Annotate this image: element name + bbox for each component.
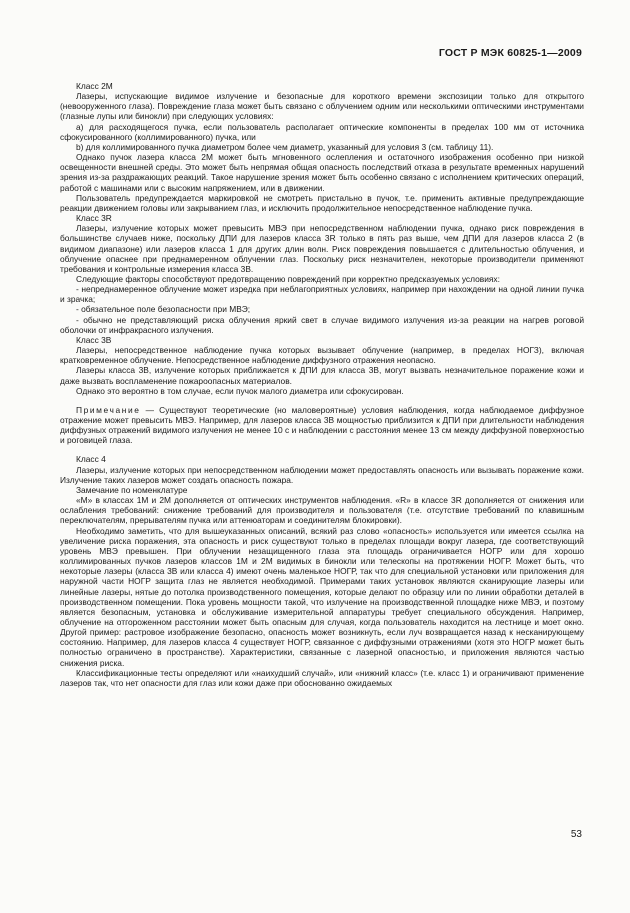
paragraph — [60, 81, 584, 91]
paragraph-text: Класс 3R — [76, 213, 112, 224]
paragraph — [60, 274, 584, 284]
paragraph — [60, 465, 584, 485]
paragraph-text: Следующие факторы способствуют предотвращению повреждений при корректно предсказуемых условиях: — [76, 273, 500, 284]
paragraph — [60, 335, 584, 345]
document-body — [60, 81, 584, 688]
paragraph-text: Класс 2М — [76, 81, 113, 91]
document-header: ГОСТ Р МЭК 60825-1—2009 — [438, 47, 582, 59]
paragraph — [60, 152, 584, 193]
paragraph-text: Лазеры, излучение которых может превысить МВЭ при непосредственном наблюдении пучка, однако риск повреждения в большинстве случаев ниже, поскольку ДПИ для лазеров класса 3R только в пять раз выше, чем ДПИ для лазеров класса 2 (в видимом диапазоне) или лазеров класса 1 для других длин волн. Риск повреждения повышается с длительностью облучения, и облучение опаснее при преднамеренном облучении глаз. Поскольку риск незначителен, некоторые производители применяют требования и контрольные измерения класса 3В. — [60, 223, 584, 274]
paragraph-text: а) для расходящегося пучка, если пользователь располагает оптические компоненты в пределах 100 мм от источника сфокусированного (коллимированного) пучка, или — [60, 121, 584, 142]
paragraph-text: Замечание по номенклатуре — [76, 484, 188, 495]
paragraph — [60, 365, 584, 385]
paragraph — [60, 304, 584, 314]
paragraph — [60, 485, 584, 495]
paragraph — [60, 345, 584, 365]
paragraph-text: b) для коллимированного пучка диаметром более чем диаметр, указанный для условия 3 (см. таблицу 11). — [76, 141, 494, 152]
paragraph-text: Пользователь предупреждается маркировкой не смотреть пристально в пучок, т.е. применить активные предупреждающие реакции движением головы или закрыванием глаз, и исключить продолжительное непосредственное наблюдение пучка. — [60, 192, 584, 213]
paragraph-text: Класс 4 — [76, 454, 106, 465]
paragraph — [60, 668, 584, 688]
paragraph-text: Необходимо заметить, что для вышеуказанных описаний, всякий раз слово «опасность» используется или имеется ссылка на увеличение риска поражения, эта опасность и риск существуют только в пределах площади вокруг лазера, где соответствующий уровень МВЭ превышен. При облучении незащищенного глаза эта площадь ограничивается НОГР или для хорошо коллимированных пучков лазеров классов 1М и 2М видимых в бинокли или телескопы на протяжении НОГР. Может быть, что некоторые лазеры (класса 3В или класса 4) имеют очень маленькое НОГР, так что для специальной установки или приложения для наружной части НОГР защита глаз не является необходимой. Примерами таких установок являются сканирующие лазеры или линейные лазеры, нятые до потолка производственного помещения, которые делают по образцу или по линии обработки деталей в производственном помещении. Пока уровень мощности такой, что излучение на производственной площадке ниже МВЭ, и поэтому является безопасным, установка и обслуживание измерительной аппаратуры требует специального обсуждения. Например, облучение на отгороженном расстоянии может быть опасным для случая, когда пользователь находится на лестнице и моет окно. Другой пример: растровое изображение безопасно, опасность может возникнуть, если луч возвращается назад к несканирующему состоянию. Например, для лазеров класса 4 существует НОГР, связанное с диффузными отражениями (хотя это НОГР может быть полностью ограничено в пространстве). Характеристики, связанные с лазерной опасностью, и приложения являются частью снижения риска. — [60, 525, 584, 668]
paragraph — [60, 526, 584, 668]
paragraph-text: Лазеры, испускающие видимое излучение и безопасные для короткого времени экспозиции только для открытого (невооруженного глаза). Повреждение глаза может быть связано с облучением одним или несколькими оптическими инструментами (глазные лупы или бинокли) при следующих условиях: — [60, 91, 584, 122]
paragraph — [60, 142, 584, 152]
paragraph-text: Класс 3В — [76, 334, 112, 345]
paragraph — [60, 213, 584, 223]
paragraph-text: Лазеры, непосредственное наблюдение пучка которых вызывает облучение (например, в пределах НОГЗ), включая кратковременное облучение. Непосредственное наблюдение диффузного отражения неопасно. — [60, 345, 584, 366]
note-label: Примечание — [76, 404, 141, 415]
paragraph — [60, 284, 584, 304]
paragraph-text: Лазеры класса 3В, излучение которых приближается к ДПИ для класса 3В, могут вызвать незначительное поражение кожи и даже вызвать воспламенение пожароопасных материалов. — [60, 365, 584, 386]
paragraph — [60, 315, 584, 335]
page-number: 53 — [570, 829, 582, 840]
paragraph-text: Однако это вероятно в том случае, если пучок малого диаметра или сфокусирован. — [76, 385, 404, 396]
paragraph-text: Классификационные тесты определяют или «наихудший случай», или «нижний класс» (т.е. класс 1) и ограничивают применение лазеров так, что нет опасности для глаз или кожи даже при обоснованно ожидаемых — [60, 667, 584, 688]
paragraph — [60, 193, 584, 213]
paragraph — [60, 454, 584, 464]
note-paragraph — [60, 405, 584, 446]
paragraph — [60, 223, 584, 274]
paragraph-text: — Существуют теоретические (но маловероятные) условия наблюдения, когда наблюдаемое диффузное отражение может превысить МВЭ. Например, для лазеров класса 3В мощностью приблизится к ДПИ при длительности наблюдения диффузных отражений видимого излучения не менее 10 с и наблюдении с расстояния менее 13 см между диффузной поверхностью и роговицей глаза. — [60, 404, 584, 446]
paragraph-text: - непреднамеренное облучение может изредка при неблагоприятных условиях, например при нахождении на одной линии пучка и зрачка; — [60, 284, 584, 305]
paragraph — [60, 91, 584, 121]
paragraph — [60, 386, 584, 396]
paragraph-text: - обычно не представляющий риска облучения яркий свет в случае видимого излучения из-за реакции на нагрев роговой оболочки от инфракрасного излучения. — [60, 314, 584, 335]
paragraph-text: «М» в классах 1М и 2М дополняется от оптических инструментов наблюдения. «R» в классе 3R дополняется от снижения или ослабления требований: снижение требований для производителя и пользователя (т.е. отсутствие требований по клавишным переключателям, прерывателям пучка или аттенюаторам и соединителям блокировки). — [60, 495, 584, 526]
paragraph-text: - обязательное поле безопасности при МВЭ; — [76, 304, 251, 315]
paragraph-text: Однако пучок лазера класса 2М может быть мгновенного ослепления и остаточного изображения особенно при низкой освещенности внешней среды. Это может быть непрямая общая опасность последствий отказа в результате временных нарушений зрения из-за раздражающих реакций. Такое нарушение зрения может быть особенно связано с исполнением критических операций, работой с машинами или с высоким напряжением, или в движении. — [60, 152, 584, 193]
paragraph — [60, 122, 584, 142]
paragraph — [60, 495, 584, 525]
paragraph-text: Лазеры, излучение которых при непосредственном наблюдении может предоставлять опасность или вызывать поражение кожи. Излучение таких лазеров может создать опасность пожара. — [60, 464, 584, 485]
